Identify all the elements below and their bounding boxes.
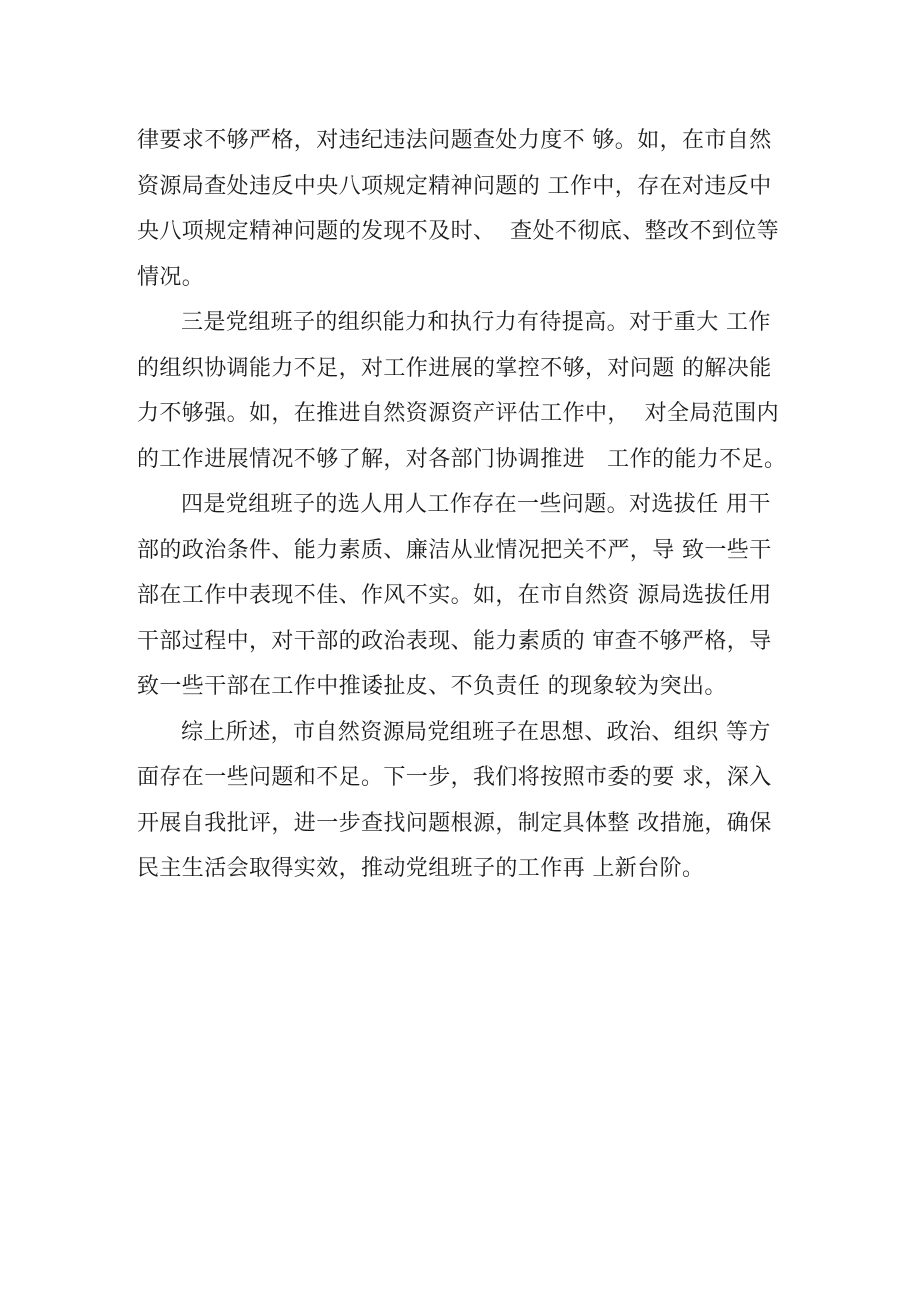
paragraph-line: 民主生活会取得实效，推动党组班子的工作再 上新台阶。 bbox=[137, 856, 705, 881]
paragraph-4 bbox=[137, 710, 797, 892]
paragraph-line: 四是党组班子的选人用人工作存在一些问题。对选拔任 用干 bbox=[181, 492, 771, 517]
paragraph-line: 开展自我批评，进一步查找问题根源，制定具体整 改措施，确保 bbox=[137, 810, 772, 836]
paragraph-line: 面存在一些问题和不足。下一步，我们将按照市委的要 求，深入 bbox=[137, 765, 772, 790]
paragraph-2 bbox=[137, 300, 797, 482]
paragraph-line: 央八项规定精神问题的发现不及时、 查处不彻底、整改不到位等 bbox=[137, 219, 779, 244]
paragraph-line: 部的政治条件、能力素质、廉洁从业情况把关不严，导 致一些干 bbox=[137, 537, 772, 563]
paragraph-line: 干部过程中，对干部的政治表现、能力素质的 审查不够严格，导 bbox=[137, 628, 772, 654]
paragraph-line: 的工作进展情况不够了解，对各部门协调推进 工作的能力不足。 bbox=[137, 446, 787, 472]
paragraph-line: 综上所述，市自然资源局党组班子在思想、政治、组织 等方 bbox=[181, 719, 771, 745]
paragraph-3 bbox=[137, 482, 797, 710]
paragraph-line: 的组织协调能力不足，对工作进展的掌控不够，对问题 的解决能 bbox=[137, 355, 772, 381]
paragraph-line: 致一些干部在工作中推诿扯皮、不负责任 的现象较为突出。 bbox=[137, 674, 727, 699]
paragraph-1 bbox=[137, 118, 797, 300]
paragraph-line: 律要求不够严格，对违纪违法问题查处力度不 够。如，在市自然 bbox=[137, 128, 772, 153]
paragraph-line: 三是党组班子的组织能力和执行力有待提高。对于重大 工作 bbox=[181, 310, 771, 335]
paragraph-line: 力不够强。如，在推进自然资源资产评估工作中， 对全局范围内 bbox=[137, 401, 779, 426]
paragraph-line: 资源局查处违反中央八项规定精神问题的 工作中，存在对违反中 bbox=[137, 173, 772, 199]
document-body bbox=[137, 118, 797, 892]
paragraph-line: 情况。 bbox=[137, 264, 205, 290]
paragraph-line: 部在工作中表现不佳、作风不实。如，在市自然资 源局选拔任用 bbox=[137, 583, 772, 608]
